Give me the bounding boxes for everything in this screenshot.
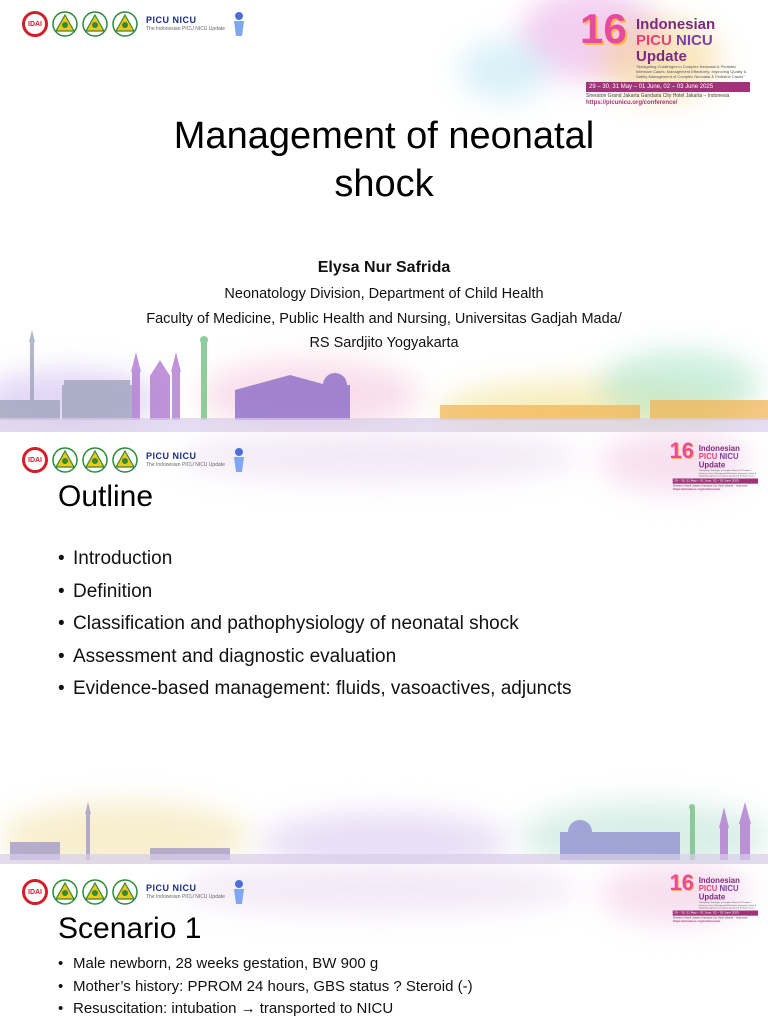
ukk-logo-icon xyxy=(52,878,78,906)
city-skyline-illustration xyxy=(0,802,768,864)
list-item: • Introduction xyxy=(58,548,572,581)
watercolor-splash xyxy=(460,40,550,100)
outline-slide: IDAI PICU NICU The Indonesian PICU NICU Update 16 Indonesian PICU NICU Update "Navigating Challenges in Complex Neonatal & Pediatric Intensive Cases: Management Effectively; Improving Quality & Safety Management of Complex Neonatal & Pediatric Cases" 29 – 30, 31 May – 01 June, 02 – 03 June 2025 Sheraton Grand Jakarta Gandaria City Hotel Jakarta – Indonesia https://picunicu.org/conference/ Outline • Introduction • Definition • Classification and pathophysiology of neonatal shock • Assessment and diagnostic evaluation • Evidence-based management: fluids, vasoactives, adjuncts xyxy=(0,432,768,864)
idai-logo: IDAI xyxy=(22,447,48,473)
author-name: Elysa Nur Safrida xyxy=(317,259,451,276)
sponsor-logos xyxy=(22,878,247,906)
list-item: • Assessment and diagnostic evaluation xyxy=(58,646,572,679)
idai-logo: IDAI xyxy=(22,11,48,37)
edition-number: 16 xyxy=(580,5,627,52)
ukk-logo-icon xyxy=(52,10,78,38)
ukk-logo-icon xyxy=(112,878,138,906)
list-item: • Evidence-based management: fluids, vasoactives, adjuncts xyxy=(58,678,572,711)
conference-url[interactable]: https://picunicu.org/conference/ xyxy=(586,100,678,106)
sponsor-logos xyxy=(22,446,247,474)
city-skyline-illustration xyxy=(0,330,768,432)
ukk-logo-icon xyxy=(112,10,138,38)
conference-line2: PICU NICU xyxy=(636,32,713,49)
conference-tagline: "Navigating Challenges in Complex Neonatal & Pediatric Intensive Cases: Management Effectively; Improving Quality & Safety Management of Complex Neonatal & Pediatric Cases" xyxy=(636,64,747,79)
ukk-logo-icon xyxy=(52,446,78,474)
list-item: • Male newborn, 28 weeks gestation, BW 900 g xyxy=(58,955,473,978)
conference-line1: Indonesian xyxy=(636,16,716,33)
list-item: • Definition xyxy=(58,581,572,614)
affiliation-line: Neonatology Division, Department of Child Health xyxy=(224,286,544,302)
child-figure-icon xyxy=(231,879,247,905)
slide-heading: Outline xyxy=(58,480,154,513)
slide-heading: Scenario 1 xyxy=(58,912,202,945)
list-item: • Resuscitation: intubation → transported to NICU xyxy=(58,1000,473,1023)
page-title: Management of neonatal shock xyxy=(173,115,595,205)
child-figure-icon xyxy=(231,11,247,37)
list-item: • Classification and pathophysiology of neonatal shock xyxy=(58,613,572,646)
idai-logo: IDAI xyxy=(22,879,48,905)
picu-nicu-logo: PICU NICU The Indonesian PICU NICU Update xyxy=(146,883,225,900)
affiliation-line: Faculty of Medicine, Public Health and Nursing, Universitas Gadjah Mada/ xyxy=(146,311,622,327)
conference-dates: 29 – 30, 31 May – 01 June, 02 – 03 June 2025 xyxy=(586,82,750,92)
ukk-logo-icon xyxy=(82,446,108,474)
scenario-list xyxy=(58,955,473,1023)
picu-nicu-logo: PICU NICU The Indonesian PICU NICU Update xyxy=(146,15,225,32)
child-figure-icon xyxy=(231,447,247,473)
ukk-logo-icon xyxy=(82,10,108,38)
affiliation-line: RS Sardjito Yogyakarta xyxy=(309,335,459,351)
sponsor-logos xyxy=(22,10,247,38)
conference-venue: Sheraton Grand Jakarta Gandaria City Hotel Jakarta – Indonesia xyxy=(586,93,730,99)
scenario-slide: IDAI PICU NICU The Indonesian PICU NICU Update 16 Indonesian PICU NICU Update "Navigating Challenges in Complex Neonatal & Pediatric Intensive Cases: Management Effectively; Improving Quality & Safety Management of Complex Neonatal & Pediatric Cases" 29 – 30, 31 May – 01 June, 02 – 03 June 2025 Sheraton Grand Jakarta Gandaria City Hotel Jakarta – Indonesia https://picunicu.org/conference/ Scenario 1 • Male newborn, 28 weeks gestation, BW 900 g • Mother’s history: PPROM 24 hours, GBS status ? Steroid (-) • Resuscitation: intubation → transported to NICU xyxy=(0,864,768,1024)
ukk-logo-icon xyxy=(82,878,108,906)
outline-list xyxy=(58,548,572,711)
ukk-logo-icon xyxy=(112,446,138,474)
picu-nicu-logo: PICU NICU The Indonesian PICU NICU Update xyxy=(146,451,225,468)
title-slide xyxy=(0,0,768,432)
list-item: • Mother’s history: PPROM 24 hours, GBS status ? Steroid (-) xyxy=(58,978,473,1001)
conference-line3: Update xyxy=(636,48,687,65)
